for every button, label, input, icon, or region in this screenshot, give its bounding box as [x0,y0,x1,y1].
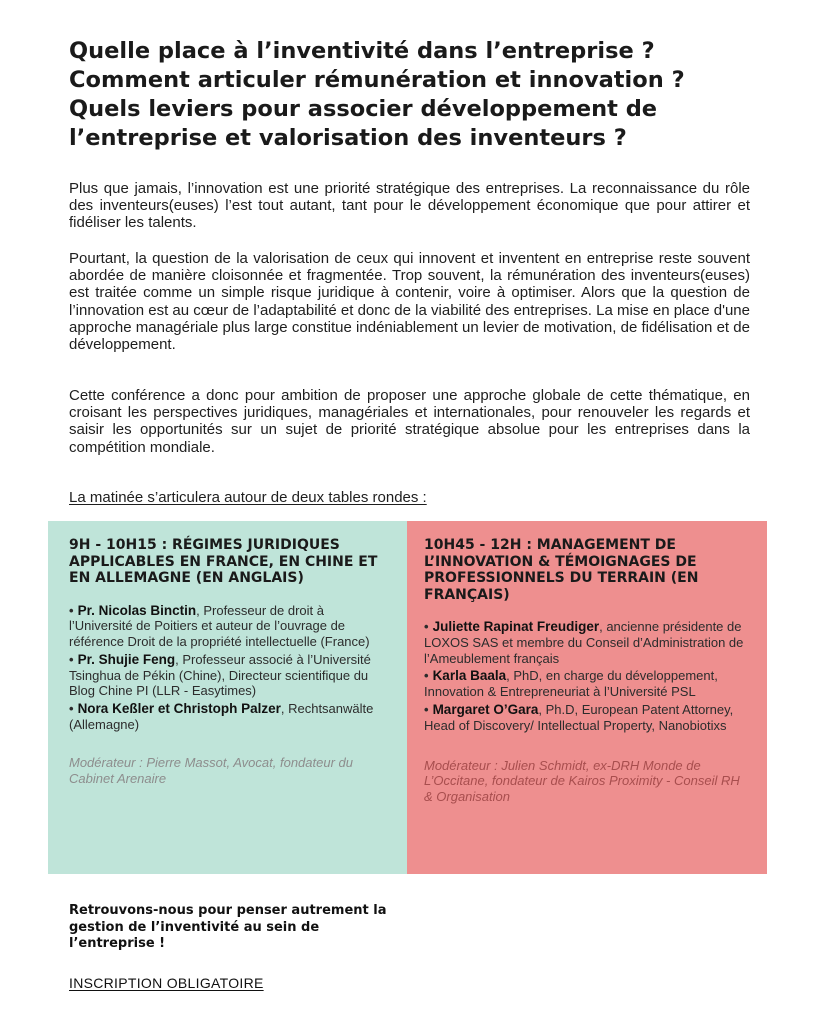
roundtable-1-speakers [69,603,387,733]
headline [69,37,769,153]
intro-paragraph: Plus que jamais, l’innovation est une priorité stratégique des entreprises. La reconnaissance du rôle des inventeurs(euses) l’est tout autant, tant pour le développement économique que pour attirer et fidéliser les talents. [69,180,750,232]
speaker-name: Juliette Rapinat Freudiger [432,619,600,634]
speaker-item [69,603,387,650]
speaker-description: , PhD, en charge du développement, Innovation & Entrepreneuriat à l’Université PSL [424,668,718,700]
speaker-name: Margaret O’Gara [432,701,539,717]
headline-line-3: Quels leviers pour associer développement de [69,96,658,122]
roundtable-2-title: 10H45 - 12H : MANAGEMENT DE L’INNOVATION & TÉMOIGNAGES DE PROFESSIONNELS DU TERRAIN (EN FRANÇAIS) [424,537,699,603]
roundtable-2-speakers [424,619,747,734]
speaker-item [424,702,747,734]
bullet-icon: • [424,668,429,684]
headline-line-4: l’entreprise et valorisation des inventeurs ? [69,125,627,151]
closing-message: Retrouvons-nous pour penser autrement la gestion de l’inventivité au sein de l’entreprise ! [69,903,387,951]
speaker-name: Karla Baala [432,668,507,684]
roundtable-1-panel [48,521,407,874]
bullet-icon: • [69,602,74,618]
bullet-icon: • [69,651,74,667]
headline-line-2: Comment articuler rémunération et innovation ? [69,67,685,93]
roundtable-1-moderator: Modérateur : Pierre Massot, Avocat, fondateur du Cabinet Arenaire [69,754,353,786]
speaker-description: , Ph.D, European Patent Attorney, Head of Discovery/ Intellectual Property, Nanobiotixs [424,701,734,733]
speaker-name: Pr. Nicolas Binctin [77,602,197,618]
speaker-item [69,652,387,699]
headline-line-1: Quelle place à l’inventivité dans l’entreprise ? [69,38,655,64]
roundtables-intro: La matinée s’articulera autour de deux tables rondes : [69,489,427,506]
speaker-name: Nora Keßler et Christoph Palzer [77,701,281,717]
speaker-description: , Rechtsanwälte (Allemagne) [69,701,374,733]
speaker-item [69,701,387,733]
bullet-icon: • [424,701,429,717]
ambition-paragraph: Cette conférence a donc pour ambition de proposer une approche globale de cette thématique, en croisant les perspectives juridiques, managériales et internationales, pour renouveler les regards et saisir les opportunités sur un sujet de priorité stratégique absolue pour les entreprises dans la compétition mondiale. [69,387,750,456]
speaker-item [424,619,747,666]
bullet-icon: • [69,701,74,717]
speaker-description: , Professeur associé à l’Université Tsinghua de Pékin (Chine), Directeur scientifique du Blog Chine PI (LLR - Easytimes) [69,651,371,699]
bullet-icon: • [424,619,429,634]
speaker-description: , Professeur de droit à l’Université de Poitiers et auteur de l’ouvrage de référence Droit de la propriété intellectuelle (France) [69,602,370,650]
speaker-item [424,668,747,700]
roundtable-2-moderator: Modérateur : Julien Schmidt, ex-DRH Monde de L’Occitane, fondateur de Kairos Proximity - Conseil RH & Organisation [424,757,740,805]
registration-link[interactable]: INSCRIPTION OBLIGATOIRE [69,975,264,991]
speaker-description: , ancienne présidente de LOXOS SAS et membre du Conseil d’Administration de l’Ameublement français [424,619,744,666]
context-paragraph: Pourtant, la question de la valorisation de ceux qui innovent et inventent en entreprise reste souvent abordée de manière cloisonnée et fragmentée. Trop souvent, la rémunération des inventeurs(euses) est traitée comme un simple risque juridique à contenir, voire à optimiser. Alors que la question de l’innovation est au cœur de l’adaptabilité et donc de la viabilité des entreprises. La mise en place d'une approche managériale plus large constitue indéniablement un levier de motivation, de fidélisation et de développement. [69,250,750,354]
speaker-name: Pr. Shujie Feng [77,651,176,667]
roundtable-2-panel [407,521,767,874]
roundtable-1-title: 9H - 10H15 : RÉGIMES JURIDIQUES APPLICABLES EN FRANCE, EN CHINE ET EN ALLEMAGNE (EN ANGLAIS) [69,537,378,586]
